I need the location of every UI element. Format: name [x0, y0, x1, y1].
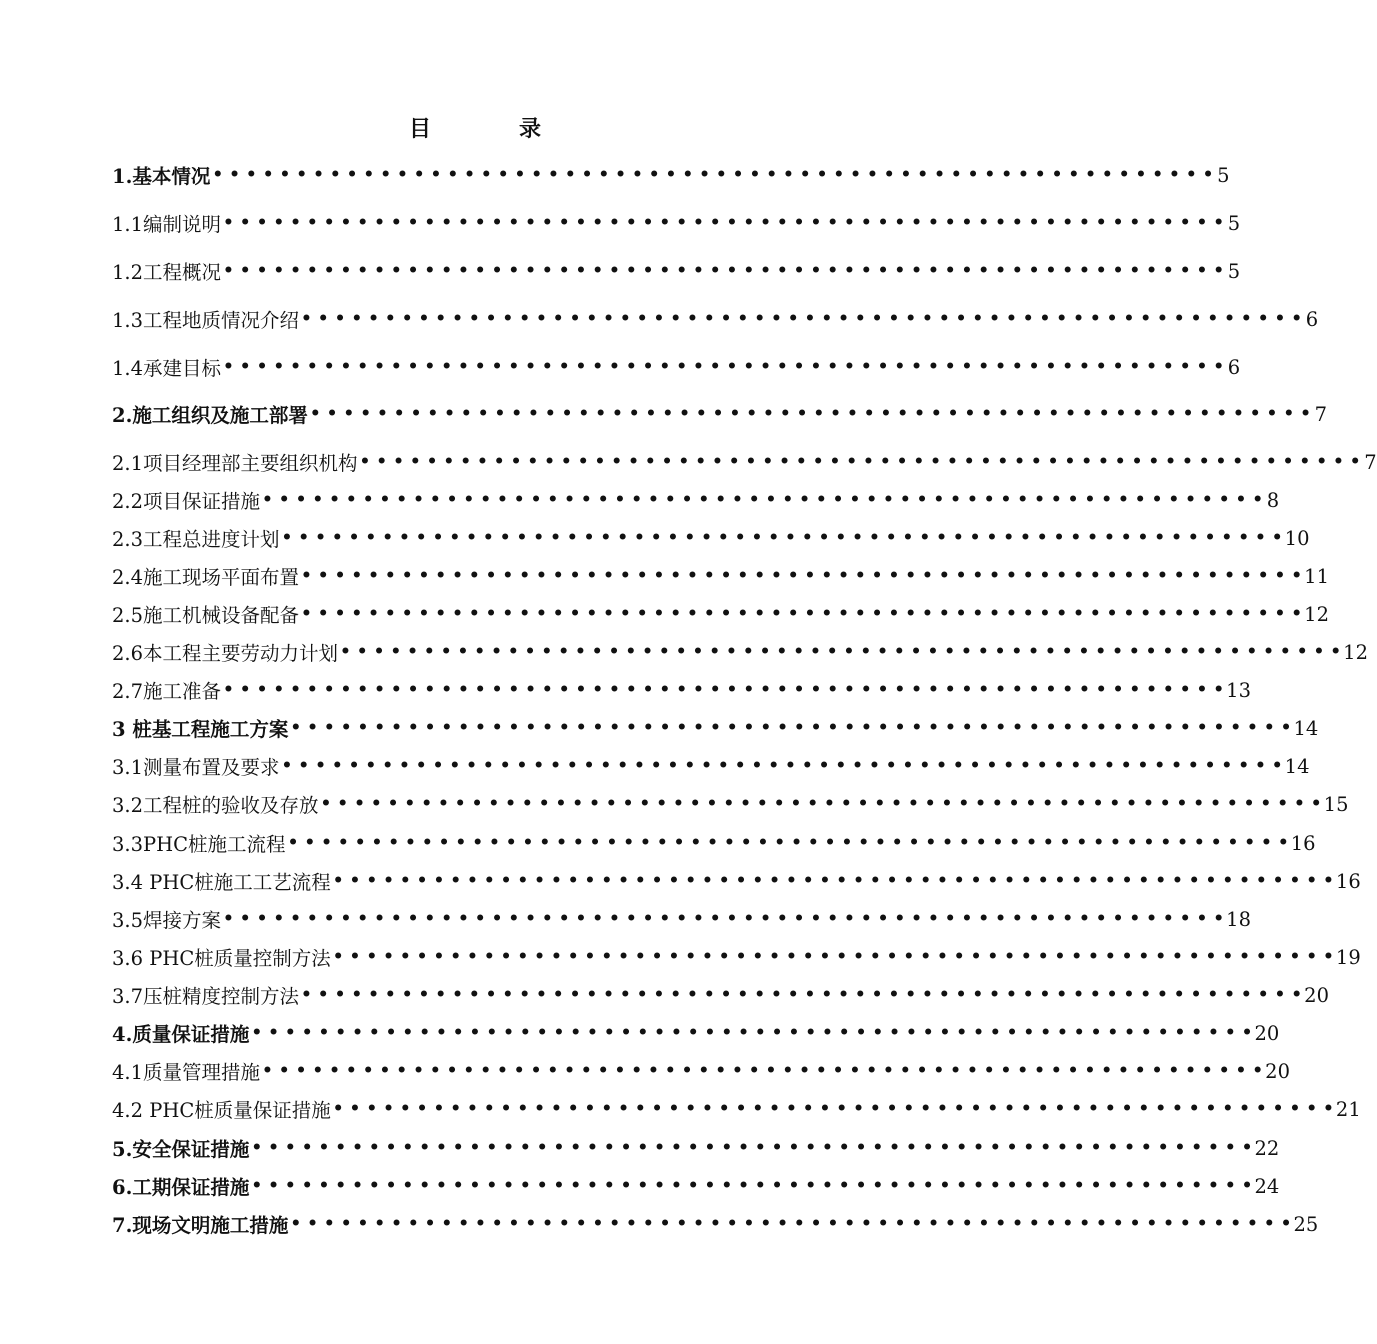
toc-entry-page-number: 5: [1227, 211, 1241, 235]
toc-dot-leader: • • • • • • • • • • • • • • • • • • • • • • • • • • • • • • • • • • • • • • • • • • • • • • • • • • • • • • • • • • • •: [281, 756, 1283, 776]
toc-entry-page-number: 22: [1254, 1136, 1280, 1160]
toc-entry[interactable]: [112, 256, 1241, 286]
toc-entry-label: 3 桩基工程施工方案: [112, 718, 289, 741]
toc-entry[interactable]: [112, 447, 1377, 477]
toc-entry[interactable]: [112, 208, 1241, 238]
toc-entry[interactable]: [112, 523, 1310, 553]
toc-entry-label: 3.4 PHC桩施工工艺流程: [112, 871, 331, 894]
toc-dot-leader: • • • • • • • • • • • • • • • • • • • • • • • • • • • • • • • • • • • • • • • • • • • • • • • • • • • • • • • • • • • •: [281, 528, 1283, 548]
toc-dot-leader: • • • • • • • • • • • • • • • • • • • • • • • • • • • • • • • • • • • • • • • • • • • • • • • • • • • • • • • • • • • •: [290, 1214, 1292, 1234]
toc-entry-page-number: 6: [1305, 307, 1319, 331]
toc-entry[interactable]: [112, 980, 1329, 1010]
toc-entry-label: 1.基本情况: [112, 165, 211, 188]
toc-entry-label: 2.2项目保证措施: [112, 490, 261, 513]
toc-entry-page-number: 10: [1284, 526, 1310, 550]
toc-entry-page-number: 7: [1314, 402, 1327, 426]
toc-entry-label: 3.2工程桩的验收及存放: [112, 794, 319, 817]
toc-dot-leader: • • • • • • • • • • • • • • • • • • • • • • • • • • • • • • • • • • • • • • • • • • • • • • • • • • • • • • • • • • • •: [251, 1023, 1253, 1043]
toc-entry-page-number: 14: [1293, 716, 1319, 740]
toc-entry-page-number: 20: [1265, 1059, 1290, 1083]
toc-entry-label: 5.安全保证措施: [112, 1138, 250, 1161]
toc-entry-label: 3.7压桩精度控制方法: [112, 985, 300, 1008]
toc-entry-label: 4.2 PHC桩质量保证措施: [112, 1099, 331, 1122]
toc-entry-page-number: 5: [1217, 163, 1230, 187]
toc-dot-leader: • • • • • • • • • • • • • • • • • • • • • • • • • • • • • • • • • • • • • • • • • • • • • • • • • • • • • • • • • • • •: [340, 642, 1342, 662]
toc-dot-leader: • • • • • • • • • • • • • • • • • • • • • • • • • • • • • • • • • • • • • • • • • • • • • • • • • • • • • • • • • • • •: [223, 909, 1225, 929]
toc-entry-label: 7.现场文明施工措施: [112, 1214, 289, 1237]
toc-dot-leader: • • • • • • • • • • • • • • • • • • • • • • • • • • • • • • • • • • • • • • • • • • • • • • • • • • • • • • • • • • • •: [359, 452, 1361, 472]
toc-entry-page-number: 24: [1254, 1174, 1280, 1198]
toc-dot-leader: • • • • • • • • • • • • • • • • • • • • • • • • • • • • • • • • • • • • • • • • • • • • • • • • • • • • • • • • • • • •: [301, 566, 1303, 586]
toc-entry[interactable]: [112, 789, 1349, 819]
toc-title-char-2: 录: [519, 116, 542, 142]
toc-entry-label: 1.1编制说明: [112, 213, 222, 236]
toc-entry[interactable]: [112, 599, 1329, 629]
toc-entry-label: 2.6本工程主要劳动力计划: [112, 642, 339, 665]
toc-dot-leader: • • • • • • • • • • • • • • • • • • • • • • • • • • • • • • • • • • • • • • • • • • • • • • • • • • • • • • • • • • • •: [212, 165, 1214, 185]
toc-entry[interactable]: [112, 751, 1310, 781]
toc-entry-label: 3.6 PHC桩质量控制方法: [112, 947, 331, 970]
toc-entry-page-number: 14: [1284, 754, 1310, 778]
toc-entry-label: 1.4承建目标: [112, 357, 222, 380]
toc-entry[interactable]: [112, 713, 1319, 743]
toc-title-char-1: 目: [408, 116, 431, 142]
toc-entry-label: 3.5焊接方案: [112, 909, 222, 932]
toc-entry[interactable]: [112, 828, 1316, 858]
toc-entry[interactable]: [112, 637, 1368, 667]
toc-entry-page-number: 7: [1364, 450, 1377, 474]
toc-entry[interactable]: [112, 485, 1280, 515]
toc-dot-leader: • • • • • • • • • • • • • • • • • • • • • • • • • • • • • • • • • • • • • • • • • • • • • • • • • • • • • • • • • • • •: [262, 1061, 1264, 1081]
toc-entry-page-number: 5: [1227, 259, 1241, 283]
toc-dot-leader: • • • • • • • • • • • • • • • • • • • • • • • • • • • • • • • • • • • • • • • • • • • • • • • • • • • • • • • • • • • •: [223, 261, 1225, 281]
toc-entry-label: 3.1测量布置及要求: [112, 756, 280, 779]
toc-dot-leader: • • • • • • • • • • • • • • • • • • • • • • • • • • • • • • • • • • • • • • • • • • • • • • • • • • • • • • • • • • • •: [223, 680, 1225, 700]
toc-entry-label: 4.1质量管理措施: [112, 1061, 261, 1084]
toc-entry-page-number: 16: [1290, 831, 1316, 855]
toc-entry-page-number: 8: [1266, 488, 1280, 512]
toc-title: [0, 112, 950, 143]
toc-entry-label: 4.质量保证措施: [112, 1023, 250, 1046]
toc-entry-label: 6.工期保证措施: [112, 1176, 250, 1199]
toc-entry[interactable]: [112, 352, 1241, 382]
toc-dot-leader: • • • • • • • • • • • • • • • • • • • • • • • • • • • • • • • • • • • • • • • • • • • • • • • • • • • • • • • • • • • •: [301, 309, 1303, 329]
toc-dot-leader: • • • • • • • • • • • • • • • • • • • • • • • • • • • • • • • • • • • • • • • • • • • • • • • • • • • • • • • • • • • •: [290, 718, 1292, 738]
toc-entry[interactable]: [112, 1056, 1290, 1086]
toc-entry-page-number: 19: [1335, 945, 1361, 969]
toc-entry[interactable]: [112, 866, 1361, 896]
toc-entry[interactable]: [112, 904, 1251, 934]
toc-entry-label: 2.4施工现场平面布置: [112, 566, 300, 589]
toc-entry-page-number: 11: [1304, 564, 1329, 588]
toc-entry-page-number: 21: [1335, 1097, 1361, 1121]
toc-dot-leader: • • • • • • • • • • • • • • • • • • • • • • • • • • • • • • • • • • • • • • • • • • • • • • • • • • • • • • • • • • • •: [301, 604, 1303, 624]
toc-entry[interactable]: [112, 942, 1361, 972]
toc-entry-label: 2.7施工准备: [112, 680, 222, 703]
toc-entry-page-number: 13: [1226, 678, 1251, 702]
toc-entry-page-number: 25: [1293, 1212, 1319, 1236]
toc-entry-label: 2.3工程总进度计划: [112, 528, 280, 551]
toc-dot-leader: • • • • • • • • • • • • • • • • • • • • • • • • • • • • • • • • • • • • • • • • • • • • • • • • • • • • • • • • • • • •: [332, 871, 1334, 891]
toc-entry-page-number: 20: [1254, 1021, 1280, 1045]
toc-dot-leader: • • • • • • • • • • • • • • • • • • • • • • • • • • • • • • • • • • • • • • • • • • • • • • • • • • • • • • • • • • • •: [251, 1138, 1253, 1158]
toc-entry-label: 3.3PHC桩施工流程: [112, 833, 286, 856]
toc-dot-leader: • • • • • • • • • • • • • • • • • • • • • • • • • • • • • • • • • • • • • • • • • • • • • • • • • • • • • • • • • • • •: [332, 947, 1334, 967]
toc-entry-page-number: 15: [1323, 792, 1349, 816]
toc-entry[interactable]: [112, 399, 1327, 429]
toc-dot-leader: • • • • • • • • • • • • • • • • • • • • • • • • • • • • • • • • • • • • • • • • • • • • • • • • • • • • • • • • • • • •: [223, 213, 1225, 233]
toc-dot-leader: • • • • • • • • • • • • • • • • • • • • • • • • • • • • • • • • • • • • • • • • • • • • • • • • • • • • • • • • • • • •: [332, 1099, 1334, 1119]
toc-dot-leader: • • • • • • • • • • • • • • • • • • • • • • • • • • • • • • • • • • • • • • • • • • • • • • • • • • • • • • • • • • • •: [262, 490, 1264, 510]
toc-entry-page-number: 12: [1304, 602, 1329, 626]
toc-dot-leader: • • • • • • • • • • • • • • • • • • • • • • • • • • • • • • • • • • • • • • • • • • • • • • • • • • • • • • • • • • • •: [320, 794, 1322, 814]
toc-entry-page-number: 18: [1226, 907, 1251, 931]
toc-entry-page-number: 12: [1343, 640, 1368, 664]
toc-entry-label: 1.2工程概况: [112, 261, 222, 284]
toc-entry[interactable]: [112, 160, 1230, 190]
toc-entry[interactable]: [112, 1209, 1319, 1239]
toc-entry-page-number: 16: [1335, 869, 1361, 893]
toc-entry[interactable]: [112, 561, 1329, 591]
toc-dot-leader: • • • • • • • • • • • • • • • • • • • • • • • • • • • • • • • • • • • • • • • • • • • • • • • • • • • • • • • • • • • •: [223, 357, 1225, 377]
toc-entry-label: 1.3工程地质情况介绍: [112, 309, 300, 332]
toc-entry-label: 2.1项目经理部主要组织机构: [112, 452, 358, 475]
toc-entry[interactable]: [112, 1133, 1280, 1163]
toc-entry-page-number: 6: [1227, 355, 1241, 379]
toc-entry[interactable]: [112, 675, 1251, 705]
toc-entry[interactable]: [112, 1018, 1280, 1048]
toc-entry-page-number: 20: [1304, 983, 1329, 1007]
toc-entry-label: 2.5施工机械设备配备: [112, 604, 300, 627]
toc-dot-leader: • • • • • • • • • • • • • • • • • • • • • • • • • • • • • • • • • • • • • • • • • • • • • • • • • • • • • • • • • • • •: [301, 985, 1303, 1005]
toc-dot-leader: • • • • • • • • • • • • • • • • • • • • • • • • • • • • • • • • • • • • • • • • • • • • • • • • • • • • • • • • • • • •: [287, 833, 1289, 853]
toc-dot-leader: • • • • • • • • • • • • • • • • • • • • • • • • • • • • • • • • • • • • • • • • • • • • • • • • • • • • • • • • • • • •: [309, 404, 1311, 424]
toc-entry[interactable]: [112, 304, 1319, 334]
toc-dot-leader: • • • • • • • • • • • • • • • • • • • • • • • • • • • • • • • • • • • • • • • • • • • • • • • • • • • • • • • • • • • •: [251, 1176, 1253, 1196]
toc-entry[interactable]: [112, 1094, 1361, 1124]
toc-entry-label: 2.施工组织及施工部署: [112, 404, 308, 427]
toc-entry[interactable]: [112, 1171, 1280, 1201]
